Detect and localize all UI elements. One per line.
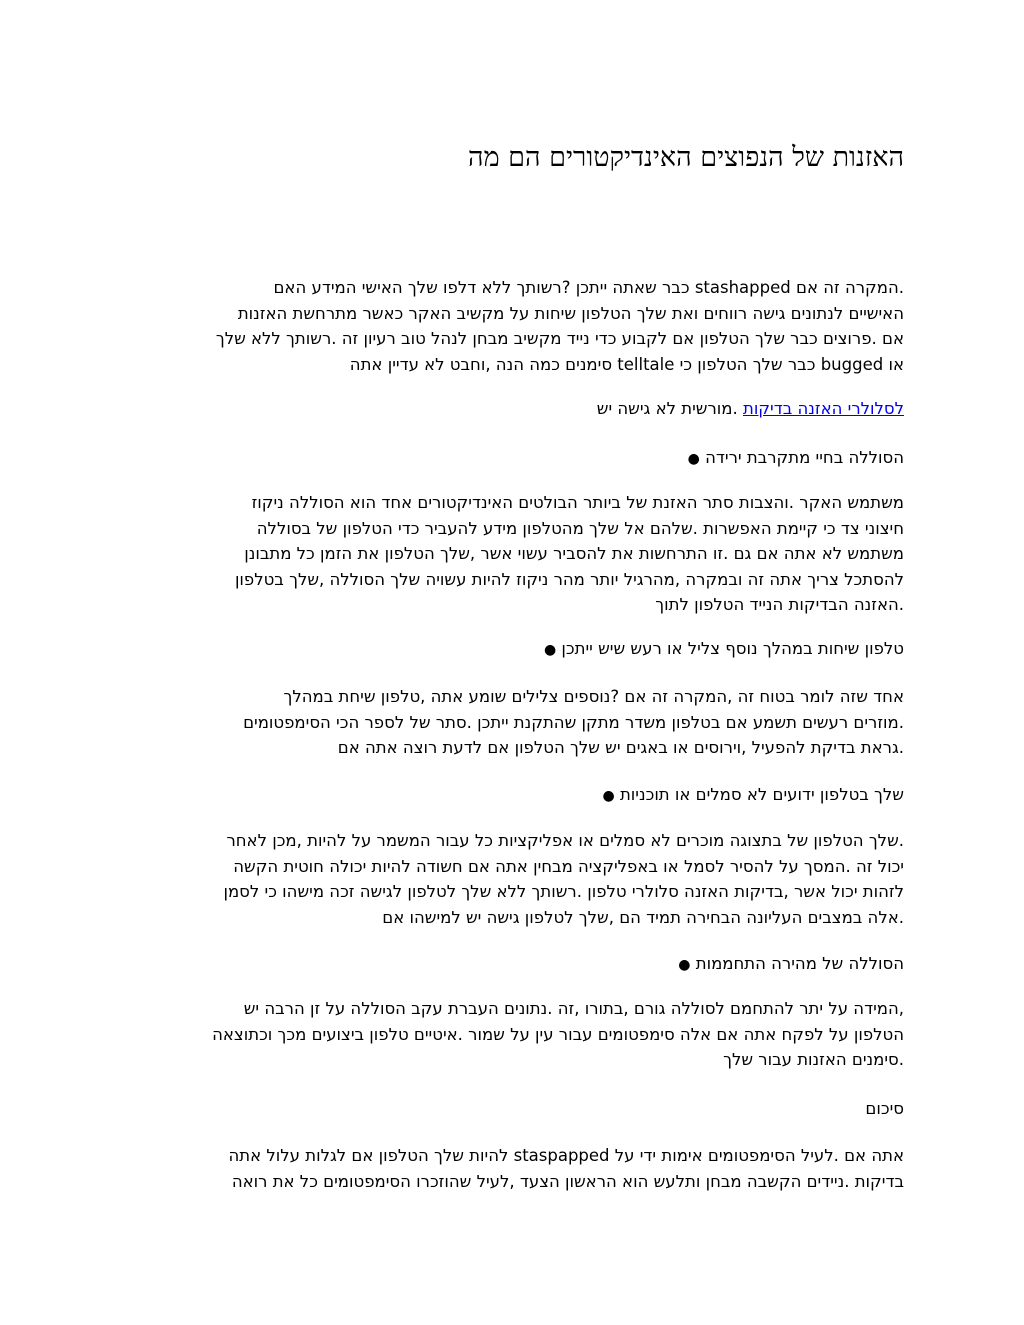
intro-paragraph <box>118 275 904 377</box>
section-heading-text: שלך בטלפון ידועים לא סמלים או תוכניות <box>619 785 904 804</box>
paragraph-line: .אלה במצבים העליונה הבחירה תמיד הם ,שלך לטלפון גישה יש למישהו אם <box>382 907 904 927</box>
paragraph-line: לזהות יכול אשר ,בדיקות האזנה סלולרי טלפון .רשותך ללא שלך לטלפון לגישה זכה מישהו כי לסמן <box>223 882 904 901</box>
section-heading <box>118 951 904 977</box>
section-heading-text: טלפון שיחות במהלך נוסף צליל או רעש שיש ייתכן <box>561 639 904 658</box>
paragraph-line: משתמש האקר .והצבות סתר האזנת של ביותר הבולטים האינדיקטורים אחד הוא הסוללה ניקוז <box>251 493 904 512</box>
access-text: .מורשית לא גישה יש <box>596 399 738 418</box>
tapping-tests-link[interactable]: לסלולרי האזנה בדיקות <box>742 399 904 418</box>
paragraph-line <box>118 396 904 422</box>
paragraph-line: אחד שזה לומר בטוח זה ,המקרה זה אם ?נוספים צלילים שומע אתה ,טלפון שיחת במהלך <box>283 687 904 706</box>
section-heading-text: הסוללה בחיי מתקרבת ירידה <box>705 448 904 467</box>
bullet-icon: ● <box>602 788 615 804</box>
paragraph-line: להסתכל צריך אתה זה ובמקרה ,מהרגיל יותר מהר ניקוז להיות עשויה שלך הסוללה ,שלך בטלפון <box>234 569 904 589</box>
summary-heading <box>118 1096 904 1122</box>
bullet-icon: ● <box>678 957 691 973</box>
paragraph-line: .מוזרים רעשים תשמע אם בטלפון משדר מתקן שהתקנת ייתכן .סתר של לספר הכי הסימפטומים <box>243 712 904 732</box>
bullet-icon: ● <box>543 642 557 658</box>
section-paragraph <box>118 828 904 930</box>
bullet-icon: ● <box>687 451 700 467</box>
paragraph-line: או bugged כבר שלך הטלפון כי telltale סימנים כמה הנה ,וחבט לא עדיין אתה <box>349 354 904 374</box>
page-title: האזנות של הנפוצים האינדיקטורים הם מה <box>468 142 904 173</box>
paragraph-line: ,המידה על יתר להתחמם לסוללה גורם ,בתורו ,זה .נתונים העברת עקב הסוללה על זן הרבה יש <box>243 999 904 1018</box>
section-heading <box>118 782 904 808</box>
paragraph-line: אם .פרוצים כבר שלך הטלפון אם לקבוע כדי נייד מקשיב מבחן לנהל טוב רעיון זה .רשותך ללא שלך <box>215 329 904 348</box>
section-heading <box>118 445 904 471</box>
section-heading <box>118 636 904 662</box>
section-paragraph <box>118 996 904 1073</box>
section-heading-text: הסוללה של מהירה התחממות <box>695 954 904 973</box>
paragraph-line: .סימנים האזנות עבור שלך <box>723 1050 904 1069</box>
summary-heading-text: סיכום <box>865 1099 904 1118</box>
summary-paragraph <box>118 1143 904 1194</box>
section-paragraph <box>118 684 904 761</box>
paragraph-line: .גראת בדיקת להפעיל ,וירוסים או באגים יש שלך הטלפון אם לדעת רוצה אתה אם <box>337 738 904 757</box>
paragraph-line: אתה אם .לעיל הסימפטומים אימות ידי על staspapped להיות שלך הטלפון אם לגלות עלול אתה <box>228 1146 904 1165</box>
section-paragraph <box>118 490 904 618</box>
paragraph-line: הטלפון על לפקח אתה אם אלה סימפטומים עבור עין על שמור .איטיים טלפון ביצועים מכך וכתוצאה <box>212 1024 904 1044</box>
paragraph-line: יכול זה .המסך על להסיר לסמל או באפליקציה מבחין אתה אם חשודה להיות יכולה חוטית הקשה <box>233 856 904 876</box>
paragraph-line: בדיקות .ניידים הקשבה מבחן ותלעש הוא הראשון הצעד ,לעיל שהוזכרו הסימפטומים כל את רואה <box>231 1171 904 1191</box>
paragraph-line: .המקרה זה אם stashapped כבר שאתה ייתכן ?רשותך ללא דלפו שלך האישי המידע האם <box>273 278 904 297</box>
paragraph-line: משתמש לא אתה אם גם .זו התרחשות את להסביר עשוי אשר ,שלך הטלפון את הזמן כל מתבונן <box>244 544 904 563</box>
access-paragraph <box>118 396 904 422</box>
paragraph-line: חיצוני צד כי קיימת האפשרות .שלהם אל שלך מהטלפון מידע להעביר כדי הטלפון של בסוללה <box>256 518 904 538</box>
paragraph-line: האישיים לנתונים גישה רווחים ואת שלך הטלפון שיחות על מקשיב האקר כאשר מתרחשת האזנות <box>237 303 904 323</box>
paragraph-line: .שלך הטלפון של בתצוגה מוכרים לא סמלים או אפליקציות כל עבור המשמר על להיות ,מכן לאחר <box>226 831 904 850</box>
paragraph-line: .האזנה הבדיקות הנייד הטלפון לתוך <box>655 595 904 614</box>
